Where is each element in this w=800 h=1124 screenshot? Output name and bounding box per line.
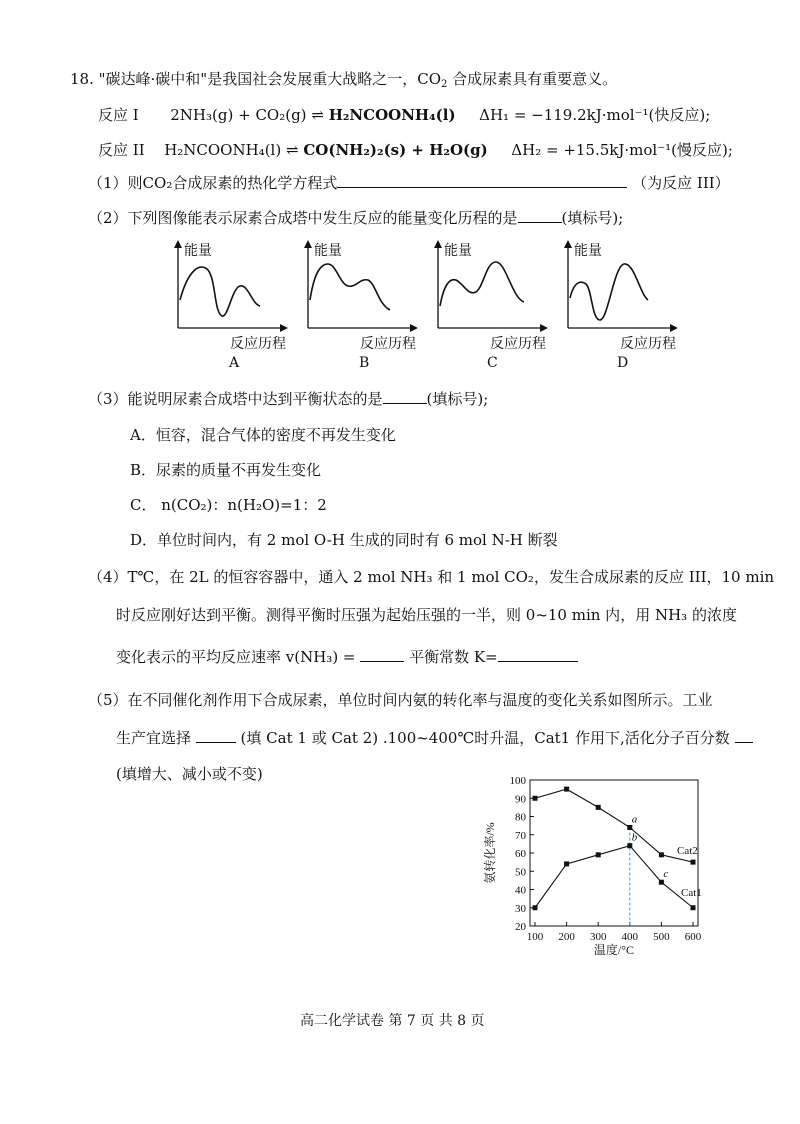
part-5-activation-blank[interactable] [735, 742, 753, 743]
annotation-a: a [631, 813, 638, 826]
series-line-cat1 [535, 846, 693, 908]
part-2-text: （2）下列图像能表示尿素合成塔中发生反应的能量变化历程的是 [88, 209, 518, 227]
part-3-option-a: A．恒容，混合气体的密度不再发生变化 [130, 426, 396, 444]
series-line-cat2 [535, 789, 693, 862]
graph-c-curve [440, 262, 524, 306]
part-3-answer-blank[interactable] [383, 403, 427, 404]
part-4-rate-label: 变化表示的平均反应速率 v(NH₃) = [116, 648, 361, 666]
part-2 [88, 211, 623, 226]
reaction-1-note: (快反应); [648, 106, 711, 124]
point-cat2-300 [596, 805, 601, 810]
y-tick-label-70: 70 [515, 829, 526, 842]
reaction-2-arrow: ⇌ [285, 141, 299, 159]
part-1-prefix: （1）则CO₂合成尿素的热化学方程式 [88, 174, 338, 192]
graph-c-y-label: 能量 [444, 243, 472, 259]
graph-b-x-label: 反应历程 [360, 336, 416, 352]
annotation-b: b [631, 831, 638, 844]
part-4-line-3 [116, 650, 578, 665]
point-cat1-200 [564, 861, 569, 866]
conversion-chart-svg [478, 770, 718, 960]
x-tick-label-200: 200 [558, 931, 575, 943]
chart-frame [530, 780, 698, 926]
question-intro-co2: CO [417, 70, 441, 88]
x-tick-label-400: 400 [621, 931, 639, 943]
series-label-cat1: Cat1 [681, 886, 702, 899]
part-5-line-3: (填增大、减小或不变) [116, 765, 263, 783]
point-cat1-500 [659, 880, 664, 885]
graph-c-x-label: 反应历程 [490, 336, 546, 352]
part-5-catalyst-blank[interactable] [196, 742, 236, 743]
reaction-1 [98, 108, 710, 123]
reaction-2-lhs: H₂NCOONH₄(l) [164, 141, 282, 159]
part-5-mid-text: (填 Cat 1 或 Cat 2) .100~400℃时升温，Cat1 作用下,活化分子百分数 [235, 729, 735, 747]
y-axis-title: 氨转化率/% [483, 822, 497, 884]
y-tick-label-80: 80 [515, 811, 526, 824]
part-4-k-label: 平衡常数 K= [409, 648, 498, 666]
point-cat1-400 [627, 843, 632, 848]
y-tick-label-40: 40 [515, 884, 526, 897]
point-cat2-600 [691, 860, 696, 865]
part-4-line-2: 时反应刚好达到平衡。测得平衡时压强为起始压强的一半，则 0~10 min 内，用 NH₃ 的浓度 [116, 606, 737, 624]
part-5-choose-label: 生产宜选择 [116, 729, 196, 747]
y-tick-label-30: 30 [515, 902, 526, 915]
graph-a-curve [180, 267, 260, 316]
graph-d-x-label: 反应历程 [620, 336, 676, 352]
conversion-chart [478, 770, 718, 960]
graph-d-y-label: 能量 [574, 243, 602, 259]
reaction-1-product: H₂NCOONH₄(l) [328, 106, 456, 124]
reaction-2-label: 反应 II [98, 141, 145, 159]
point-cat1-100 [533, 905, 538, 910]
reaction-2 [98, 143, 733, 158]
graph-c-letter: C [487, 355, 498, 371]
point-cat2-200 [564, 787, 569, 792]
question-header: 18. "碳达峰·碳中和"是我国社会发展重大战略之一，$CO_2$ 合成尿素具有重要意义。 [70, 70, 618, 90]
question-intro: "碳达峰·碳中和"是我国社会发展重大战略之一， [98, 70, 418, 88]
part-1-suffix: （为反应 III） [632, 174, 730, 192]
point-cat2-500 [659, 852, 664, 857]
reaction-2-note: (慢反应); [671, 141, 733, 159]
reaction-2-dh: ΔH₂ = +15.5kJ·mol⁻¹ [511, 141, 672, 159]
part-2-tail: (填标号); [561, 209, 624, 227]
part-4-line-1: （4）T℃，在 2L 的恒容容器中，通入 2 mol NH₃ 和 1 mol CO₂，发生合成尿素的反应 III，10 min [88, 568, 775, 586]
reaction-1-arrow: ⇌ [311, 106, 324, 124]
graph-b-curve [310, 264, 390, 310]
graph-a-x-label: 反应历程 [230, 336, 286, 352]
y-tick-label-100: 100 [509, 775, 526, 787]
x-tick-label-600: 600 [684, 931, 702, 943]
x-tick-label-100: 100 [526, 931, 544, 943]
y-tick-label-60: 60 [515, 848, 526, 860]
graph-b-letter: B [359, 355, 370, 371]
annotation-c: c [663, 868, 669, 881]
reaction-1-label: 反应 I [98, 106, 139, 124]
y-tick-label-20: 20 [515, 921, 526, 933]
part-3-option-b: B．尿素的质量不再发生变化 [130, 461, 322, 479]
part-5-line-2 [116, 731, 753, 746]
point-cat1-300 [596, 852, 601, 857]
y-tick-label-90: 90 [515, 793, 526, 806]
part-4-rate-blank[interactable] [360, 661, 404, 662]
question-number: 18. [70, 70, 94, 88]
y-tick-label-50: 50 [515, 866, 526, 879]
series-label-cat2: Cat2 [677, 845, 698, 858]
part-5-line-1: （5）在不同催化剂作用下合成尿素，单位时间内氨的转化率与温度的变化关系如图所示。工业 [88, 691, 713, 709]
energy-diagrams [160, 240, 680, 372]
part-3 [88, 392, 488, 407]
part-3-text: （3）能说明尿素合成塔中达到平衡状态的是 [88, 390, 383, 408]
part-1 [88, 176, 730, 191]
point-cat2-400 [627, 825, 632, 830]
graph-b-y-label: 能量 [314, 243, 342, 259]
x-tick-label-300: 300 [589, 931, 607, 943]
part-1-answer-blank[interactable] [337, 187, 627, 188]
x-axis-title: 温度/°C [593, 943, 635, 957]
point-cat1-600 [691, 905, 696, 910]
graph-d-letter: D [617, 355, 629, 371]
x-tick-label-500: 500 [653, 931, 670, 943]
part-3-tail: (填标号); [426, 390, 489, 408]
part-4-k-blank[interactable] [498, 661, 578, 662]
part-2-answer-blank[interactable] [518, 222, 562, 223]
reaction-1-lhs: 2NH₃(g) + CO₂(g) [170, 106, 307, 124]
question-intro-tail: 合成尿素具有重要意义。 [452, 70, 618, 88]
page-footer: 高二化学试卷 第 7 页 共 8 页 [300, 1013, 485, 1029]
graph-a-letter: A [229, 355, 240, 371]
part-3-option-d: D．单位时间内，有 2 mol O-H 生成的同时有 6 mol N-H 断裂 [130, 531, 558, 549]
reaction-2-product: CO(NH₂)₂(s) + H₂O(g) [303, 141, 488, 159]
reaction-1-dh: ΔH₁ = −119.2kJ·mol⁻¹ [479, 106, 649, 124]
graph-a-y-label: 能量 [184, 243, 212, 259]
point-cat2-100 [533, 796, 538, 801]
part-3-option-c: C． n(CO₂)：n(H₂O)=1：2 [130, 496, 327, 514]
graph-d-curve [570, 264, 648, 320]
